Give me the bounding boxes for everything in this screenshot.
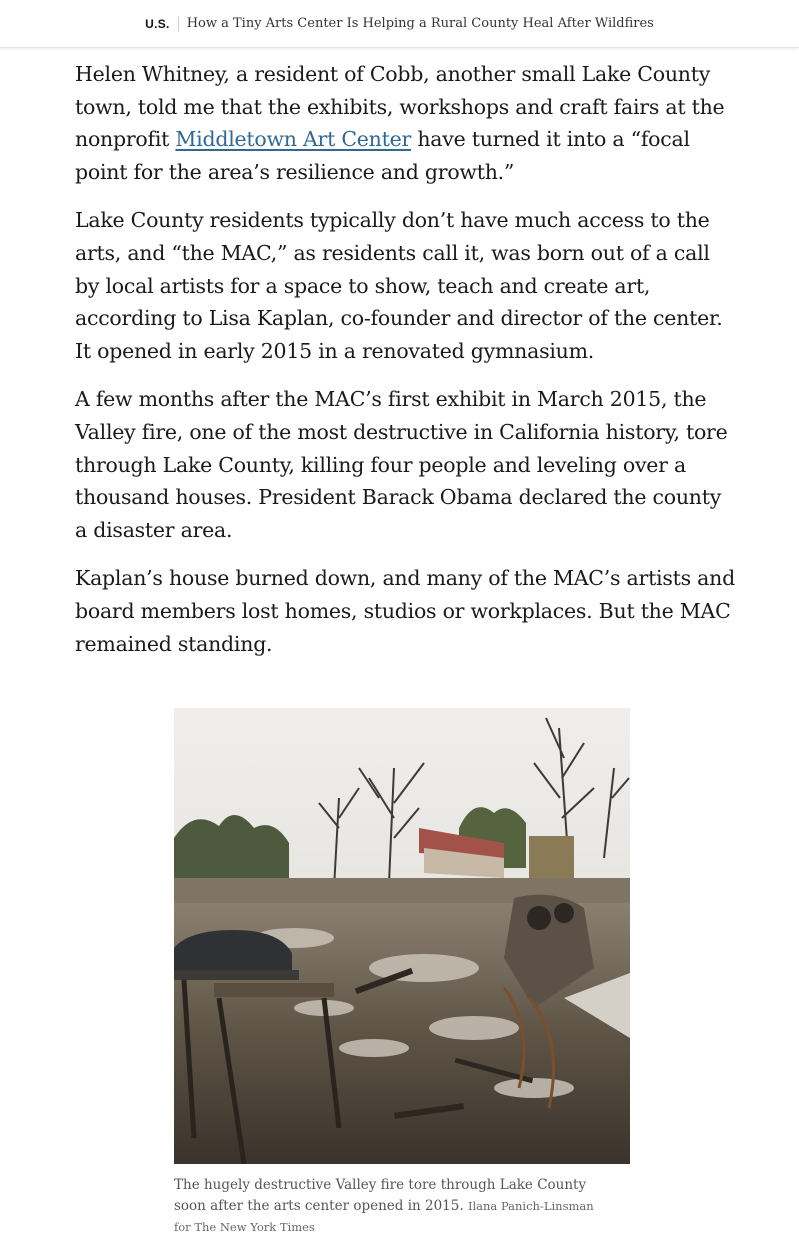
paragraph-1-text-before: Helen Whitney, a resident of Cobb, another small Lake County town, told me that the exhibits, workshops and craft fairs at the nonprofit	[75, 62, 725, 152]
paragraph-2: Lake County residents typically don’t have much access to the arts, and “the MAC,” as residents call it, was born out of a call by local artists for a space to show, teach and create art, according to Lisa Kaplan, co-founder and director of the center. It opened in early 2015 in a renovated gymnasium.	[75, 208, 723, 363]
header-headline[interactable]: How a Tiny Arts Center Is Helping a Rural County Heal After Wildfires	[186, 16, 654, 31]
paragraph-3: A few months after the MAC’s first exhibit in March 2015, the Valley fire, one of the most destructive in California history, tore through Lake County, killing four people and leveling over a thousand houses. President Barack Obama declared the county a disaster area.	[75, 387, 728, 542]
top-bar	[0, 0, 799, 48]
paragraph-4: Kaplan’s house burned down, and many of the MAC’s artists and board members lost homes, studios or workplaces. But the MAC remained standing.	[75, 566, 735, 656]
middletown-art-center-link[interactable]: Middletown Art Center	[175, 127, 412, 152]
photo-caption	[174, 1175, 594, 1238]
article-body	[75, 58, 735, 676]
wildfire-ruins-photo	[174, 708, 630, 1164]
section-label[interactable]: U.S.	[145, 16, 170, 31]
article-figure	[174, 708, 630, 1238]
paragraph-1	[75, 58, 735, 188]
paragraph-1-text-after: have turned it into a “focal point for the area’s resilience and growth.”	[75, 127, 690, 184]
header-divider	[178, 17, 179, 31]
caption-text: The hugely destructive Valley fire tore through Lake County soon after the arts center opened in 2015.	[174, 1177, 587, 1214]
photo-credit: Ilana Panich-Linsman for The New York Times	[174, 1199, 594, 1234]
